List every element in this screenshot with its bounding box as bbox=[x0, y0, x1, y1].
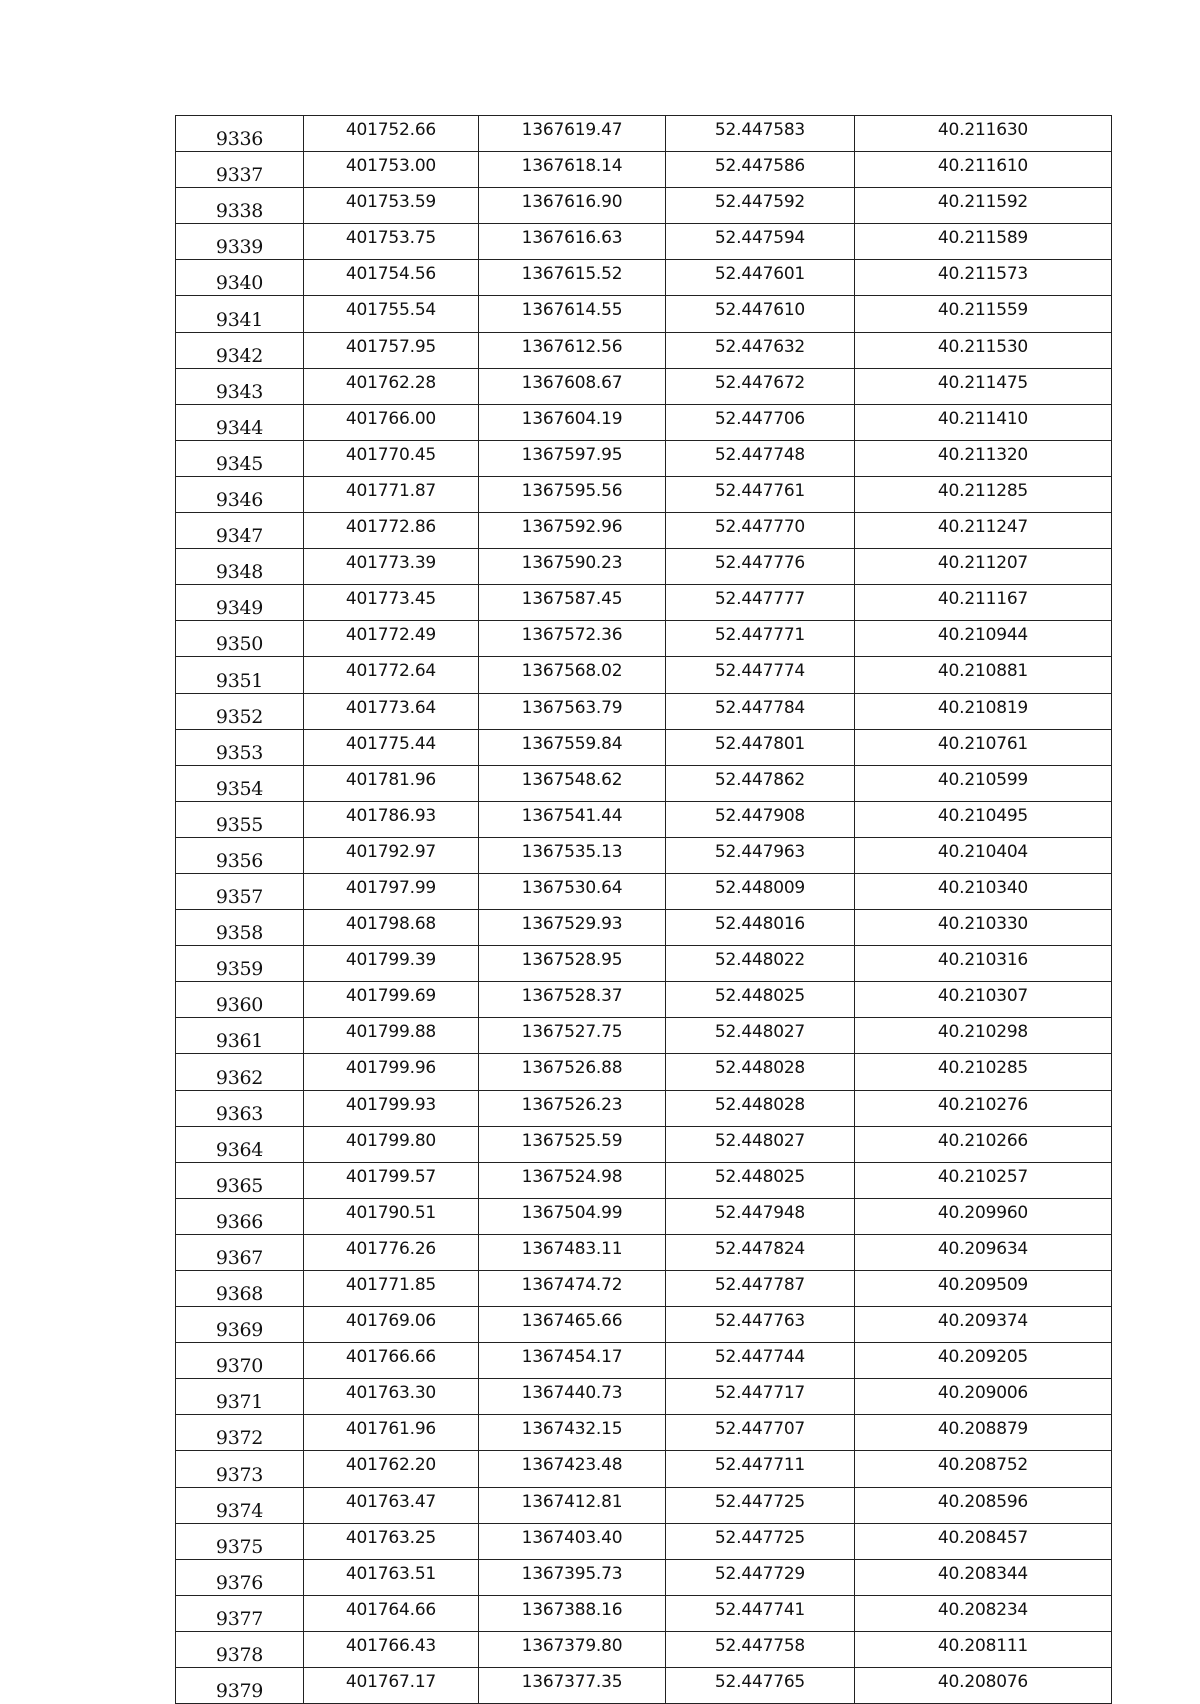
x-coordinate-cell: 401761.96 bbox=[304, 1415, 479, 1451]
longitude-cell: 40.210266 bbox=[855, 1126, 1112, 1162]
longitude-cell: 40.210340 bbox=[855, 873, 1112, 909]
table-row bbox=[176, 1523, 1112, 1559]
latitude-cell: 52.447586 bbox=[666, 152, 855, 188]
point-number-cell: 9374 bbox=[176, 1487, 304, 1523]
y-coordinate-cell: 1367474.72 bbox=[479, 1271, 666, 1307]
latitude-cell: 52.448028 bbox=[666, 1090, 855, 1126]
y-coordinate-cell: 1367528.95 bbox=[479, 946, 666, 982]
table-row bbox=[176, 729, 1112, 765]
y-coordinate-cell: 1367608.67 bbox=[479, 368, 666, 404]
latitude-cell: 52.447717 bbox=[666, 1379, 855, 1415]
y-coordinate-cell: 1367592.96 bbox=[479, 513, 666, 549]
table-row bbox=[176, 476, 1112, 512]
x-coordinate-cell: 401773.45 bbox=[304, 585, 479, 621]
x-coordinate-cell: 401763.47 bbox=[304, 1487, 479, 1523]
point-number-cell: 9379 bbox=[176, 1668, 304, 1704]
longitude-cell: 40.209634 bbox=[855, 1234, 1112, 1270]
x-coordinate-cell: 401772.49 bbox=[304, 621, 479, 657]
x-coordinate-cell: 401762.28 bbox=[304, 368, 479, 404]
longitude-cell: 40.208111 bbox=[855, 1631, 1112, 1667]
x-coordinate-cell: 401776.26 bbox=[304, 1234, 479, 1270]
table-row bbox=[176, 1198, 1112, 1234]
latitude-cell: 52.447725 bbox=[666, 1523, 855, 1559]
latitude-cell: 52.447774 bbox=[666, 657, 855, 693]
table-row bbox=[176, 910, 1112, 946]
longitude-cell: 40.211592 bbox=[855, 188, 1112, 224]
longitude-cell: 40.208596 bbox=[855, 1487, 1112, 1523]
latitude-cell: 52.447770 bbox=[666, 513, 855, 549]
y-coordinate-cell: 1367595.56 bbox=[479, 476, 666, 512]
y-coordinate-cell: 1367612.56 bbox=[479, 332, 666, 368]
latitude-cell: 52.447725 bbox=[666, 1487, 855, 1523]
table-row bbox=[176, 1090, 1112, 1126]
y-coordinate-cell: 1367388.16 bbox=[479, 1595, 666, 1631]
x-coordinate-cell: 401786.93 bbox=[304, 801, 479, 837]
x-coordinate-cell: 401770.45 bbox=[304, 440, 479, 476]
x-coordinate-cell: 401799.88 bbox=[304, 1018, 479, 1054]
y-coordinate-cell: 1367379.80 bbox=[479, 1631, 666, 1667]
longitude-cell: 40.210257 bbox=[855, 1162, 1112, 1198]
longitude-cell: 40.211247 bbox=[855, 513, 1112, 549]
latitude-cell: 52.447784 bbox=[666, 693, 855, 729]
point-number-cell: 9361 bbox=[176, 1018, 304, 1054]
latitude-cell: 52.447707 bbox=[666, 1415, 855, 1451]
point-number-cell: 9378 bbox=[176, 1631, 304, 1667]
table-row bbox=[176, 765, 1112, 801]
point-number-cell: 9344 bbox=[176, 404, 304, 440]
x-coordinate-cell: 401799.96 bbox=[304, 1054, 479, 1090]
latitude-cell: 52.447765 bbox=[666, 1668, 855, 1704]
longitude-cell: 40.211530 bbox=[855, 332, 1112, 368]
latitude-cell: 52.447761 bbox=[666, 476, 855, 512]
y-coordinate-cell: 1367615.52 bbox=[479, 260, 666, 296]
latitude-cell: 52.448027 bbox=[666, 1018, 855, 1054]
table-row bbox=[176, 440, 1112, 476]
y-coordinate-cell: 1367527.75 bbox=[479, 1018, 666, 1054]
latitude-cell: 52.447711 bbox=[666, 1451, 855, 1487]
y-coordinate-cell: 1367524.98 bbox=[479, 1162, 666, 1198]
y-coordinate-cell: 1367526.88 bbox=[479, 1054, 666, 1090]
longitude-cell: 40.208344 bbox=[855, 1559, 1112, 1595]
x-coordinate-cell: 401753.59 bbox=[304, 188, 479, 224]
table-row bbox=[176, 1415, 1112, 1451]
longitude-cell: 40.210316 bbox=[855, 946, 1112, 982]
point-number-cell: 9366 bbox=[176, 1198, 304, 1234]
point-number-cell: 9348 bbox=[176, 549, 304, 585]
y-coordinate-cell: 1367395.73 bbox=[479, 1559, 666, 1595]
y-coordinate-cell: 1367423.48 bbox=[479, 1451, 666, 1487]
table-row bbox=[176, 1343, 1112, 1379]
x-coordinate-cell: 401781.96 bbox=[304, 765, 479, 801]
latitude-cell: 52.448027 bbox=[666, 1126, 855, 1162]
x-coordinate-cell: 401772.86 bbox=[304, 513, 479, 549]
latitude-cell: 52.447908 bbox=[666, 801, 855, 837]
x-coordinate-cell: 401773.39 bbox=[304, 549, 479, 585]
point-number-cell: 9367 bbox=[176, 1234, 304, 1270]
table-row bbox=[176, 116, 1112, 152]
y-coordinate-cell: 1367377.35 bbox=[479, 1668, 666, 1704]
point-number-cell: 9377 bbox=[176, 1595, 304, 1631]
latitude-cell: 52.447948 bbox=[666, 1198, 855, 1234]
point-number-cell: 9343 bbox=[176, 368, 304, 404]
x-coordinate-cell: 401799.39 bbox=[304, 946, 479, 982]
point-number-cell: 9357 bbox=[176, 873, 304, 909]
x-coordinate-cell: 401752.66 bbox=[304, 116, 479, 152]
longitude-cell: 40.211630 bbox=[855, 116, 1112, 152]
table-row bbox=[176, 1054, 1112, 1090]
latitude-cell: 52.447583 bbox=[666, 116, 855, 152]
latitude-cell: 52.447758 bbox=[666, 1631, 855, 1667]
latitude-cell: 52.447744 bbox=[666, 1343, 855, 1379]
longitude-cell: 40.211320 bbox=[855, 440, 1112, 476]
latitude-cell: 52.447771 bbox=[666, 621, 855, 657]
latitude-cell: 52.447963 bbox=[666, 837, 855, 873]
longitude-cell: 40.211589 bbox=[855, 224, 1112, 260]
longitude-cell: 40.209960 bbox=[855, 1198, 1112, 1234]
x-coordinate-cell: 401753.00 bbox=[304, 152, 479, 188]
x-coordinate-cell: 401775.44 bbox=[304, 729, 479, 765]
x-coordinate-cell: 401764.66 bbox=[304, 1595, 479, 1631]
longitude-cell: 40.209006 bbox=[855, 1379, 1112, 1415]
longitude-cell: 40.210881 bbox=[855, 657, 1112, 693]
table-row bbox=[176, 513, 1112, 549]
y-coordinate-cell: 1367572.36 bbox=[479, 621, 666, 657]
y-coordinate-cell: 1367465.66 bbox=[479, 1307, 666, 1343]
x-coordinate-cell: 401763.51 bbox=[304, 1559, 479, 1595]
latitude-cell: 52.447610 bbox=[666, 296, 855, 332]
y-coordinate-cell: 1367559.84 bbox=[479, 729, 666, 765]
latitude-cell: 52.447729 bbox=[666, 1559, 855, 1595]
latitude-cell: 52.448022 bbox=[666, 946, 855, 982]
latitude-cell: 52.447824 bbox=[666, 1234, 855, 1270]
y-coordinate-cell: 1367541.44 bbox=[479, 801, 666, 837]
longitude-cell: 40.210761 bbox=[855, 729, 1112, 765]
x-coordinate-cell: 401763.30 bbox=[304, 1379, 479, 1415]
latitude-cell: 52.448028 bbox=[666, 1054, 855, 1090]
longitude-cell: 40.208076 bbox=[855, 1668, 1112, 1704]
x-coordinate-cell: 401771.87 bbox=[304, 476, 479, 512]
point-number-cell: 9373 bbox=[176, 1451, 304, 1487]
table-row bbox=[176, 837, 1112, 873]
latitude-cell: 52.447787 bbox=[666, 1271, 855, 1307]
longitude-cell: 40.211610 bbox=[855, 152, 1112, 188]
point-number-cell: 9370 bbox=[176, 1343, 304, 1379]
x-coordinate-cell: 401799.69 bbox=[304, 982, 479, 1018]
point-number-cell: 9376 bbox=[176, 1559, 304, 1595]
longitude-cell: 40.210298 bbox=[855, 1018, 1112, 1054]
coordinates-table-body bbox=[176, 116, 1112, 1704]
x-coordinate-cell: 401769.06 bbox=[304, 1307, 479, 1343]
table-row bbox=[176, 1271, 1112, 1307]
table-row bbox=[176, 693, 1112, 729]
y-coordinate-cell: 1367530.64 bbox=[479, 873, 666, 909]
latitude-cell: 52.447672 bbox=[666, 368, 855, 404]
latitude-cell: 52.447777 bbox=[666, 585, 855, 621]
y-coordinate-cell: 1367432.15 bbox=[479, 1415, 666, 1451]
x-coordinate-cell: 401767.17 bbox=[304, 1668, 479, 1704]
longitude-cell: 40.210404 bbox=[855, 837, 1112, 873]
point-number-cell: 9372 bbox=[176, 1415, 304, 1451]
x-coordinate-cell: 401754.56 bbox=[304, 260, 479, 296]
table-row bbox=[176, 224, 1112, 260]
x-coordinate-cell: 401792.97 bbox=[304, 837, 479, 873]
x-coordinate-cell: 401799.93 bbox=[304, 1090, 479, 1126]
point-number-cell: 9368 bbox=[176, 1271, 304, 1307]
latitude-cell: 52.448025 bbox=[666, 1162, 855, 1198]
x-coordinate-cell: 401755.54 bbox=[304, 296, 479, 332]
longitude-cell: 40.210307 bbox=[855, 982, 1112, 1018]
point-number-cell: 9349 bbox=[176, 585, 304, 621]
point-number-cell: 9371 bbox=[176, 1379, 304, 1415]
latitude-cell: 52.447632 bbox=[666, 332, 855, 368]
y-coordinate-cell: 1367454.17 bbox=[479, 1343, 666, 1379]
x-coordinate-cell: 401798.68 bbox=[304, 910, 479, 946]
x-coordinate-cell: 401773.64 bbox=[304, 693, 479, 729]
table-row bbox=[176, 1559, 1112, 1595]
y-coordinate-cell: 1367412.81 bbox=[479, 1487, 666, 1523]
y-coordinate-cell: 1367529.93 bbox=[479, 910, 666, 946]
latitude-cell: 52.448009 bbox=[666, 873, 855, 909]
longitude-cell: 40.210330 bbox=[855, 910, 1112, 946]
x-coordinate-cell: 401799.80 bbox=[304, 1126, 479, 1162]
point-number-cell: 9338 bbox=[176, 188, 304, 224]
y-coordinate-cell: 1367528.37 bbox=[479, 982, 666, 1018]
table-row bbox=[176, 585, 1112, 621]
longitude-cell: 40.209205 bbox=[855, 1343, 1112, 1379]
latitude-cell: 52.447763 bbox=[666, 1307, 855, 1343]
x-coordinate-cell: 401772.64 bbox=[304, 657, 479, 693]
latitude-cell: 52.447706 bbox=[666, 404, 855, 440]
point-number-cell: 9353 bbox=[176, 729, 304, 765]
point-number-cell: 9363 bbox=[176, 1090, 304, 1126]
point-number-cell: 9340 bbox=[176, 260, 304, 296]
y-coordinate-cell: 1367535.13 bbox=[479, 837, 666, 873]
longitude-cell: 40.211573 bbox=[855, 260, 1112, 296]
point-number-cell: 9342 bbox=[176, 332, 304, 368]
longitude-cell: 40.211167 bbox=[855, 585, 1112, 621]
table-row bbox=[176, 982, 1112, 1018]
longitude-cell: 40.210819 bbox=[855, 693, 1112, 729]
table-row bbox=[176, 549, 1112, 585]
longitude-cell: 40.210944 bbox=[855, 621, 1112, 657]
point-number-cell: 9336 bbox=[176, 116, 304, 152]
longitude-cell: 40.211410 bbox=[855, 404, 1112, 440]
x-coordinate-cell: 401762.20 bbox=[304, 1451, 479, 1487]
latitude-cell: 52.447741 bbox=[666, 1595, 855, 1631]
table-row bbox=[176, 404, 1112, 440]
point-number-cell: 9351 bbox=[176, 657, 304, 693]
longitude-cell: 40.209374 bbox=[855, 1307, 1112, 1343]
table-row bbox=[176, 801, 1112, 837]
table-row bbox=[176, 1487, 1112, 1523]
point-number-cell: 9375 bbox=[176, 1523, 304, 1559]
latitude-cell: 52.447601 bbox=[666, 260, 855, 296]
x-coordinate-cell: 401766.43 bbox=[304, 1631, 479, 1667]
point-number-cell: 9358 bbox=[176, 910, 304, 946]
x-coordinate-cell: 401753.75 bbox=[304, 224, 479, 260]
longitude-cell: 40.210276 bbox=[855, 1090, 1112, 1126]
point-number-cell: 9341 bbox=[176, 296, 304, 332]
y-coordinate-cell: 1367604.19 bbox=[479, 404, 666, 440]
y-coordinate-cell: 1367563.79 bbox=[479, 693, 666, 729]
table-row bbox=[176, 657, 1112, 693]
table-row bbox=[176, 1018, 1112, 1054]
table-row bbox=[176, 1126, 1112, 1162]
point-number-cell: 9356 bbox=[176, 837, 304, 873]
x-coordinate-cell: 401771.85 bbox=[304, 1271, 479, 1307]
coordinates-table bbox=[175, 115, 1112, 1704]
y-coordinate-cell: 1367616.90 bbox=[479, 188, 666, 224]
longitude-cell: 40.211285 bbox=[855, 476, 1112, 512]
table-row bbox=[176, 1234, 1112, 1270]
x-coordinate-cell: 401766.66 bbox=[304, 1343, 479, 1379]
table-row bbox=[176, 621, 1112, 657]
point-number-cell: 9345 bbox=[176, 440, 304, 476]
latitude-cell: 52.448025 bbox=[666, 982, 855, 1018]
table-row bbox=[176, 1162, 1112, 1198]
y-coordinate-cell: 1367597.95 bbox=[479, 440, 666, 476]
y-coordinate-cell: 1367614.55 bbox=[479, 296, 666, 332]
y-coordinate-cell: 1367618.14 bbox=[479, 152, 666, 188]
y-coordinate-cell: 1367483.11 bbox=[479, 1234, 666, 1270]
point-number-cell: 9364 bbox=[176, 1126, 304, 1162]
point-number-cell: 9350 bbox=[176, 621, 304, 657]
longitude-cell: 40.211475 bbox=[855, 368, 1112, 404]
latitude-cell: 52.447862 bbox=[666, 765, 855, 801]
point-number-cell: 9346 bbox=[176, 476, 304, 512]
point-number-cell: 9347 bbox=[176, 513, 304, 549]
table-row bbox=[176, 368, 1112, 404]
table-row bbox=[176, 152, 1112, 188]
point-number-cell: 9339 bbox=[176, 224, 304, 260]
x-coordinate-cell: 401766.00 bbox=[304, 404, 479, 440]
x-coordinate-cell: 401797.99 bbox=[304, 873, 479, 909]
longitude-cell: 40.209509 bbox=[855, 1271, 1112, 1307]
point-number-cell: 9362 bbox=[176, 1054, 304, 1090]
longitude-cell: 40.208457 bbox=[855, 1523, 1112, 1559]
x-coordinate-cell: 401757.95 bbox=[304, 332, 479, 368]
table-row bbox=[176, 1379, 1112, 1415]
y-coordinate-cell: 1367568.02 bbox=[479, 657, 666, 693]
point-number-cell: 9360 bbox=[176, 982, 304, 1018]
latitude-cell: 52.447776 bbox=[666, 549, 855, 585]
point-number-cell: 9359 bbox=[176, 946, 304, 982]
y-coordinate-cell: 1367525.59 bbox=[479, 1126, 666, 1162]
point-number-cell: 9354 bbox=[176, 765, 304, 801]
latitude-cell: 52.447748 bbox=[666, 440, 855, 476]
x-coordinate-cell: 401790.51 bbox=[304, 1198, 479, 1234]
table-row bbox=[176, 873, 1112, 909]
latitude-cell: 52.447801 bbox=[666, 729, 855, 765]
longitude-cell: 40.210285 bbox=[855, 1054, 1112, 1090]
table-row bbox=[176, 296, 1112, 332]
point-number-cell: 9352 bbox=[176, 693, 304, 729]
y-coordinate-cell: 1367504.99 bbox=[479, 1198, 666, 1234]
y-coordinate-cell: 1367526.23 bbox=[479, 1090, 666, 1126]
table-row bbox=[176, 1595, 1112, 1631]
longitude-cell: 40.208752 bbox=[855, 1451, 1112, 1487]
table-row bbox=[176, 1631, 1112, 1667]
y-coordinate-cell: 1367587.45 bbox=[479, 585, 666, 621]
point-number-cell: 9337 bbox=[176, 152, 304, 188]
latitude-cell: 52.447592 bbox=[666, 188, 855, 224]
x-coordinate-cell: 401799.57 bbox=[304, 1162, 479, 1198]
table-row bbox=[176, 1668, 1112, 1704]
y-coordinate-cell: 1367440.73 bbox=[479, 1379, 666, 1415]
y-coordinate-cell: 1367616.63 bbox=[479, 224, 666, 260]
table-row bbox=[176, 946, 1112, 982]
table-row bbox=[176, 332, 1112, 368]
longitude-cell: 40.211559 bbox=[855, 296, 1112, 332]
latitude-cell: 52.447594 bbox=[666, 224, 855, 260]
point-number-cell: 9369 bbox=[176, 1307, 304, 1343]
table-row bbox=[176, 188, 1112, 224]
table-row bbox=[176, 1307, 1112, 1343]
x-coordinate-cell: 401763.25 bbox=[304, 1523, 479, 1559]
longitude-cell: 40.208879 bbox=[855, 1415, 1112, 1451]
y-coordinate-cell: 1367403.40 bbox=[479, 1523, 666, 1559]
longitude-cell: 40.208234 bbox=[855, 1595, 1112, 1631]
y-coordinate-cell: 1367619.47 bbox=[479, 116, 666, 152]
y-coordinate-cell: 1367590.23 bbox=[479, 549, 666, 585]
latitude-cell: 52.448016 bbox=[666, 910, 855, 946]
point-number-cell: 9365 bbox=[176, 1162, 304, 1198]
longitude-cell: 40.210599 bbox=[855, 765, 1112, 801]
longitude-cell: 40.211207 bbox=[855, 549, 1112, 585]
table-row bbox=[176, 260, 1112, 296]
y-coordinate-cell: 1367548.62 bbox=[479, 765, 666, 801]
table-row bbox=[176, 1451, 1112, 1487]
longitude-cell: 40.210495 bbox=[855, 801, 1112, 837]
point-number-cell: 9355 bbox=[176, 801, 304, 837]
